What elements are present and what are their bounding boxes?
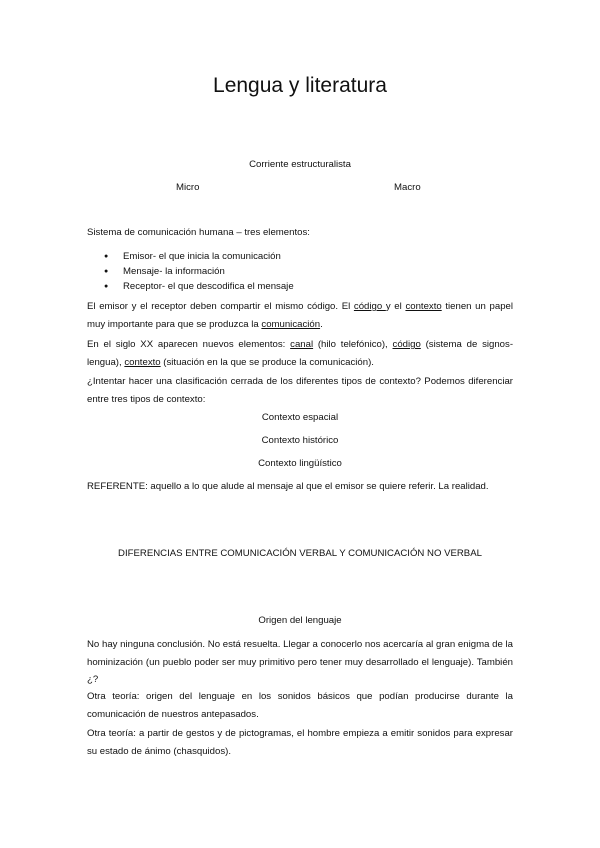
underlined-term: comunicación	[261, 318, 321, 330]
context-linguistic: Contexto lingüístico	[258, 458, 342, 469]
paragraph-teoria-sonidos: Otra teoría: origen del lenguaje en los sonidos básicos que podían producirse durante la comunicación de nuestros antepasados.	[87, 691, 513, 720]
paragraph-contexto: ¿Intentar hacer una clasificación cerrada de los diferentes tipos de contexto? Podemos diferenciar entre tres tipos de contexto:	[87, 376, 513, 405]
underlined-term: código	[392, 339, 421, 350]
elements-list	[87, 249, 513, 294]
underlined-term: código	[353, 301, 386, 312]
page-title: Lengua y literatura	[213, 74, 387, 97]
context-historical: Contexto histórico	[261, 435, 339, 446]
label-micro: Micro	[176, 182, 200, 193]
underlined-term: contexto	[405, 301, 442, 312]
paragraph-conclusion: No hay ninguna conclusión. No está resuelta. Llegar a conocerlo nos acercaría al gran enigma de la hominización (un pueblo poder ser muy primitivo pero tener muy desarrollado el lenguaje). También ¿?	[87, 639, 513, 685]
paragraph-teoria-gestos: Otra teoría: a partir de gestos y de pictogramas, el hombre empieza a emitir sonidos para expresar su estado de ánimo (chasquidos).	[87, 728, 513, 757]
paragraph-siglo-xx: En el siglo XX aparecen nuevos elementos: canal (hilo telefónico), código (sistema de signos-lengua), contexto (situación en la que se produce la comunicación).	[87, 339, 514, 368]
section-heading-estructuralista: Corriente estructuralista	[249, 159, 351, 170]
underlined-term: contexto	[124, 356, 161, 368]
underlined-term: canal	[290, 339, 314, 350]
paragraph-codigo: El emisor y el receptor deben compartir el mismo código. El código y el contexto tienen un papel muy importante para que se produzca la comunicación.	[87, 301, 513, 330]
list-item: ● Emisor- el que inicia la comunicación	[87, 249, 513, 264]
intro-text: Sistema de comunicación humana – tres elementos:	[87, 227, 310, 238]
section-heading-diferencias: DIFERENCIAS ENTRE COMUNICACIÓN VERBAL Y COMUNICACIÓN NO VERBAL	[118, 548, 482, 559]
section-heading-origen: Origen del lenguaje	[258, 615, 342, 626]
context-spatial: Contexto espacial	[261, 412, 339, 423]
list-item: ● Mensaje- la información	[87, 264, 513, 279]
paragraph-referente: REFERENTE: aquello a lo que alude al mensaje al que el emisor se quiere referir. La realidad.	[87, 481, 489, 492]
list-item: ● Receptor- el que descodifica el mensaje	[87, 279, 513, 294]
label-macro: Macro	[394, 182, 421, 193]
